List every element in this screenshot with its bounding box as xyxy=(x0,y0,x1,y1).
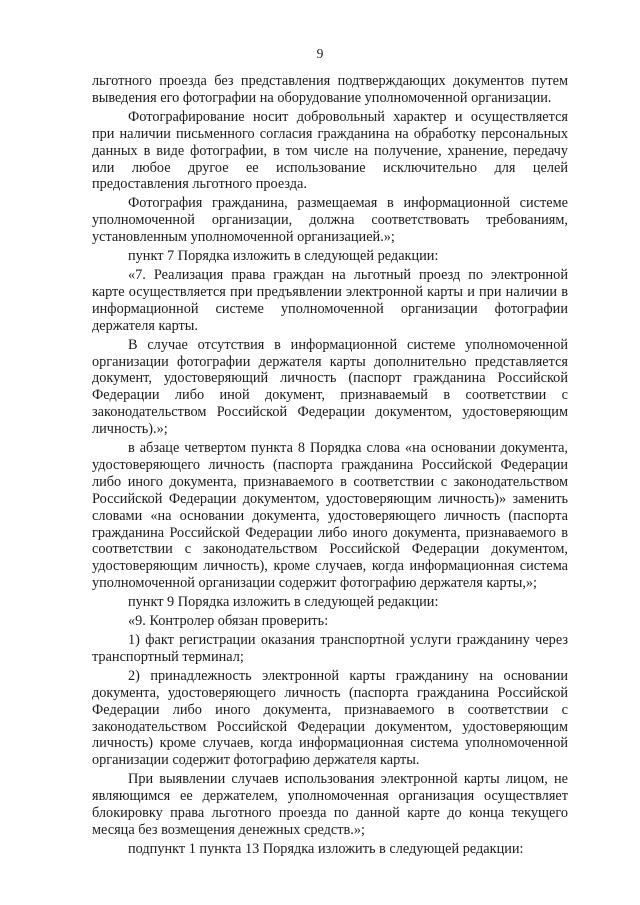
document-body xyxy=(92,73,568,860)
paragraph: «9. Контролер обязан проверить: xyxy=(128,613,329,630)
page-number: 9 xyxy=(316,46,324,61)
paragraph: льготного проезда без представления подтверждающих документов путем выведения его фотографии на оборудование уполномоченной организации. xyxy=(92,73,568,106)
paragraph: Фотографирование носит добровольный характер и осуществляется при наличии письменного согласия гражданина на обработку персональных данных в виде фотографии, в том числе на получение, хранение, передачу или любое другое ее использование исключительно для целей предоставления льготного проезда. xyxy=(92,108,568,193)
paragraph: В случае отсутствия в информационной системе уполномоченной организации фотографии держателя карты дополнительно представляется документ, удостоверяющий личность (паспорт гражданина Российской Федерации либо иной документ, признаваемый в соответствии с законодательством Российской Федерации документом, удостоверяющим личность).»; xyxy=(92,336,568,438)
paragraph: в абзаце четвертом пункта 8 Порядка слова «на основании документа, удостоверяющего личность (паспорта гражданина Российской Федерации либо иного документа, признаваемого в соответствии с законодательством Российской Федерации документом, удостоверяющим личность)» заменить словами «на основании документа, удостоверяющего личность (паспорта гражданина Российской Федерации либо иного документа, признаваемого в соответствии с законодательством Российской Федерации документом, удостоверяющим личность), кроме случаев, когда информационная система уполномоченной организации содержит фотографию держателя карты,»; xyxy=(92,440,568,592)
paragraph: Фотография гражданина, размещаемая в информационной системе уполномоченной организации, должна соответствовать требованиям, установленным уполномоченной организацией.»; xyxy=(92,195,568,246)
paragraph: «7. Реализация права граждан на льготный проезд по электронной карте осуществляется при предъявлении электронной карты и при наличии в информационной системе уполномоченной организации фотографии держателя карты. xyxy=(92,266,568,334)
paragraph: 1) факт регистрации оказания транспортной услуги гражданину через транспортный терминал; xyxy=(92,632,568,665)
paragraph: пункт 7 Порядка изложить в следующей редакции: xyxy=(128,248,439,265)
paragraph: подпункт 1 пункта 13 Порядка изложить в следующей редакции: xyxy=(128,840,524,857)
paragraph: При выявлении случаев использования электронной карты лицом, не являющимся ее держателем, уполномоченная организация осуществляет блокировку права льготного проезда по данной карте до конца текущего месяца без возмещения денежных средств.»; xyxy=(92,771,568,838)
paragraph: пункт 9 Порядка изложить в следующей редакции: xyxy=(128,594,439,611)
paragraph: 2) принадлежность электронной карты гражданину на основании документа, удостоверяющего личность (паспорта гражданина Российской Федерации либо иного документа, признаваемого в соответствии с законодательством Российской Федерации документом, удостоверяющим личность) кроме случаев, когда информационная система уполномоченной организации содержит фотографию держателя карты. xyxy=(92,667,568,769)
